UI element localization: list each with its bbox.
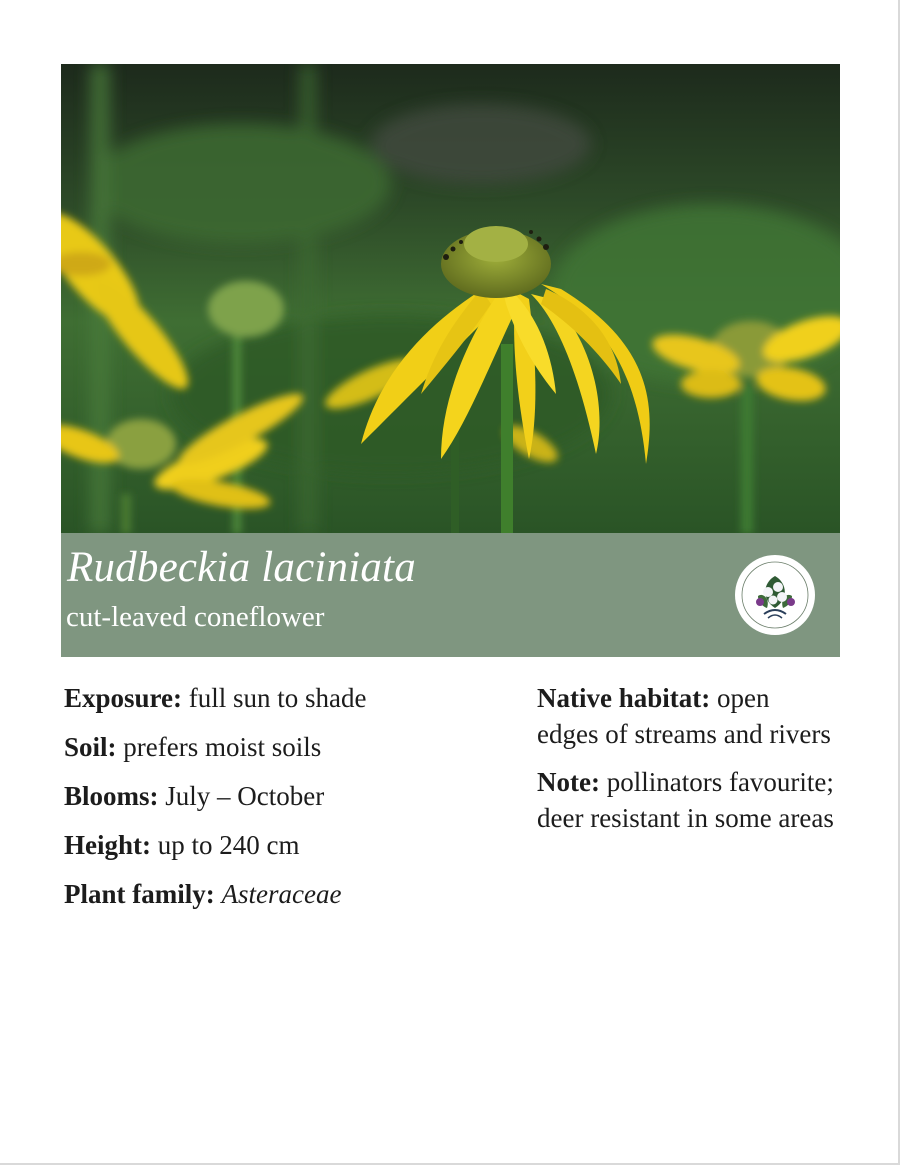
coneflower-photo: [61, 64, 840, 533]
fact-height: [64, 827, 504, 863]
fact-value: full sun to shade: [188, 683, 367, 713]
fact-label: Native habitat:: [537, 683, 711, 713]
fact-value: Asteraceae: [221, 879, 342, 909]
botanical-garden-seal-logo-icon: [734, 554, 816, 636]
fact-plant-family: [64, 876, 504, 912]
fact-value: up to 240 cm: [157, 830, 300, 860]
fact-value: July – October: [165, 781, 325, 811]
name-banner: [61, 533, 840, 657]
facts-right-column: [537, 680, 837, 848]
fact-label: Soil:: [64, 732, 117, 762]
fact-label: Height:: [64, 830, 151, 860]
fact-label: Blooms:: [64, 781, 159, 811]
common-name: cut-leaved coneflower: [66, 601, 325, 633]
facts-left-column: [64, 680, 504, 925]
fact-value: open edges of streams and rivers: [537, 683, 831, 749]
fact-label: Exposure:: [64, 683, 183, 713]
fact-blooms: [64, 778, 504, 814]
fact-label: Plant family:: [64, 879, 215, 909]
fact-exposure: [64, 680, 504, 716]
scientific-name: Rudbeckia laciniata: [67, 544, 416, 591]
fact-value: prefers moist soils: [123, 732, 322, 762]
fact-native-habitat: [537, 680, 837, 752]
fact-value: pollinators favourite; deer resistant in some areas: [537, 767, 834, 833]
fact-note: [537, 764, 837, 836]
fact-soil: [64, 729, 504, 765]
fact-label: Note:: [537, 767, 600, 797]
